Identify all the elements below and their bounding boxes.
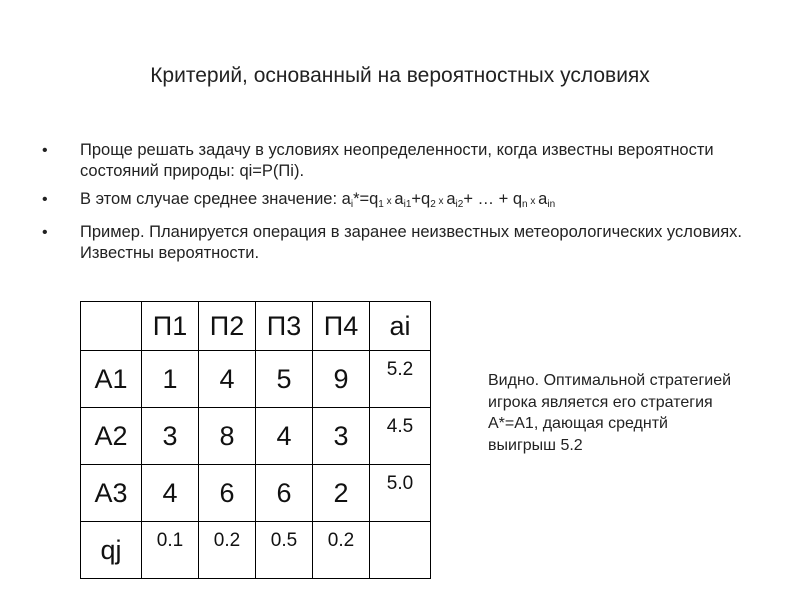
bullet-item [42,189,742,215]
table-cell: 4 [142,465,199,522]
formula-part: В этом случае среднее значение: a [80,190,351,208]
table-cell: 4.5 [370,408,431,465]
table-row [81,465,431,522]
table-header-cell: П3 [256,302,313,351]
table-cell: 0.2 [199,522,256,579]
table-cell: 1 [142,351,199,408]
table-header-cell: П2 [199,302,256,351]
table-cell: 2 [313,465,370,522]
table-header-cell: П4 [313,302,370,351]
table-header-cell: ai [370,302,431,351]
table-cell [370,522,431,579]
table-cell: 6 [256,465,313,522]
slide-title: Критерий, основанный на вероятностных условиях [150,64,650,87]
conclusion-note: Видно. Оптимальной стратегией игрока является его стратегия A*=A1, дающая среднтй выигрыш 5.2 [488,372,732,454]
formula-subscript: i1 [403,199,412,210]
table-cell: 3 [142,408,199,465]
table-cell: 0.1 [142,522,199,579]
formula-part: a [446,190,456,208]
row-label-cell: A3 [81,465,142,522]
table-cell: 8 [199,408,256,465]
formula-text [80,190,555,208]
row-label-cell: qj [81,522,142,579]
formula-subscript: 2 [430,199,436,210]
formula-subscript: i2 [455,199,464,210]
table-cell: 6 [199,465,256,522]
bullet-text: Пример. Планируется операция в заранее неизвестных метеорологических условиях. Известны вероятности. [80,223,742,262]
table-header-cell [81,302,142,351]
formula-part: +q [411,190,431,208]
row-label-cell: A2 [81,408,142,465]
payoff-table [80,301,431,579]
bullet-text: Проще решать задачу в условиях неопределенности, когда известны вероятности состояний природы: qi=P(Пi). [80,141,714,180]
formula-subscript: i [350,199,354,210]
table-row [81,408,431,465]
formula-operator: x [435,196,447,207]
bullet-item [42,140,742,182]
table-cell: 3 [313,408,370,465]
bullet-dot: • [42,191,48,208]
bullet-list [42,140,742,271]
table-cell: 4 [199,351,256,408]
formula-subscript: in [547,199,556,210]
formula-part: *=q [353,190,379,208]
formula-part: a [538,190,548,208]
formula-part: + … + q [463,190,523,208]
table-header-row [81,302,431,351]
bullet-dot: • [42,142,48,159]
formula-subscript: n [522,199,528,210]
formula-operator: x [383,196,395,207]
bullet-dot: • [42,224,48,241]
row-label-cell: A1 [81,351,142,408]
table-cell: 0.2 [313,522,370,579]
bullet-item [42,222,742,264]
table-cell: 4 [256,408,313,465]
formula-operator: x [527,196,539,207]
table-row [81,522,431,579]
table-header-cell: П1 [142,302,199,351]
table-cell: 5.2 [370,351,431,408]
formula-subscript: 1 [378,199,384,210]
table-row [81,351,431,408]
table-cell: 5.0 [370,465,431,522]
formula-part: a [394,190,404,208]
table-cell: 9 [313,351,370,408]
table-cell: 5 [256,351,313,408]
table-cell: 0.5 [256,522,313,579]
